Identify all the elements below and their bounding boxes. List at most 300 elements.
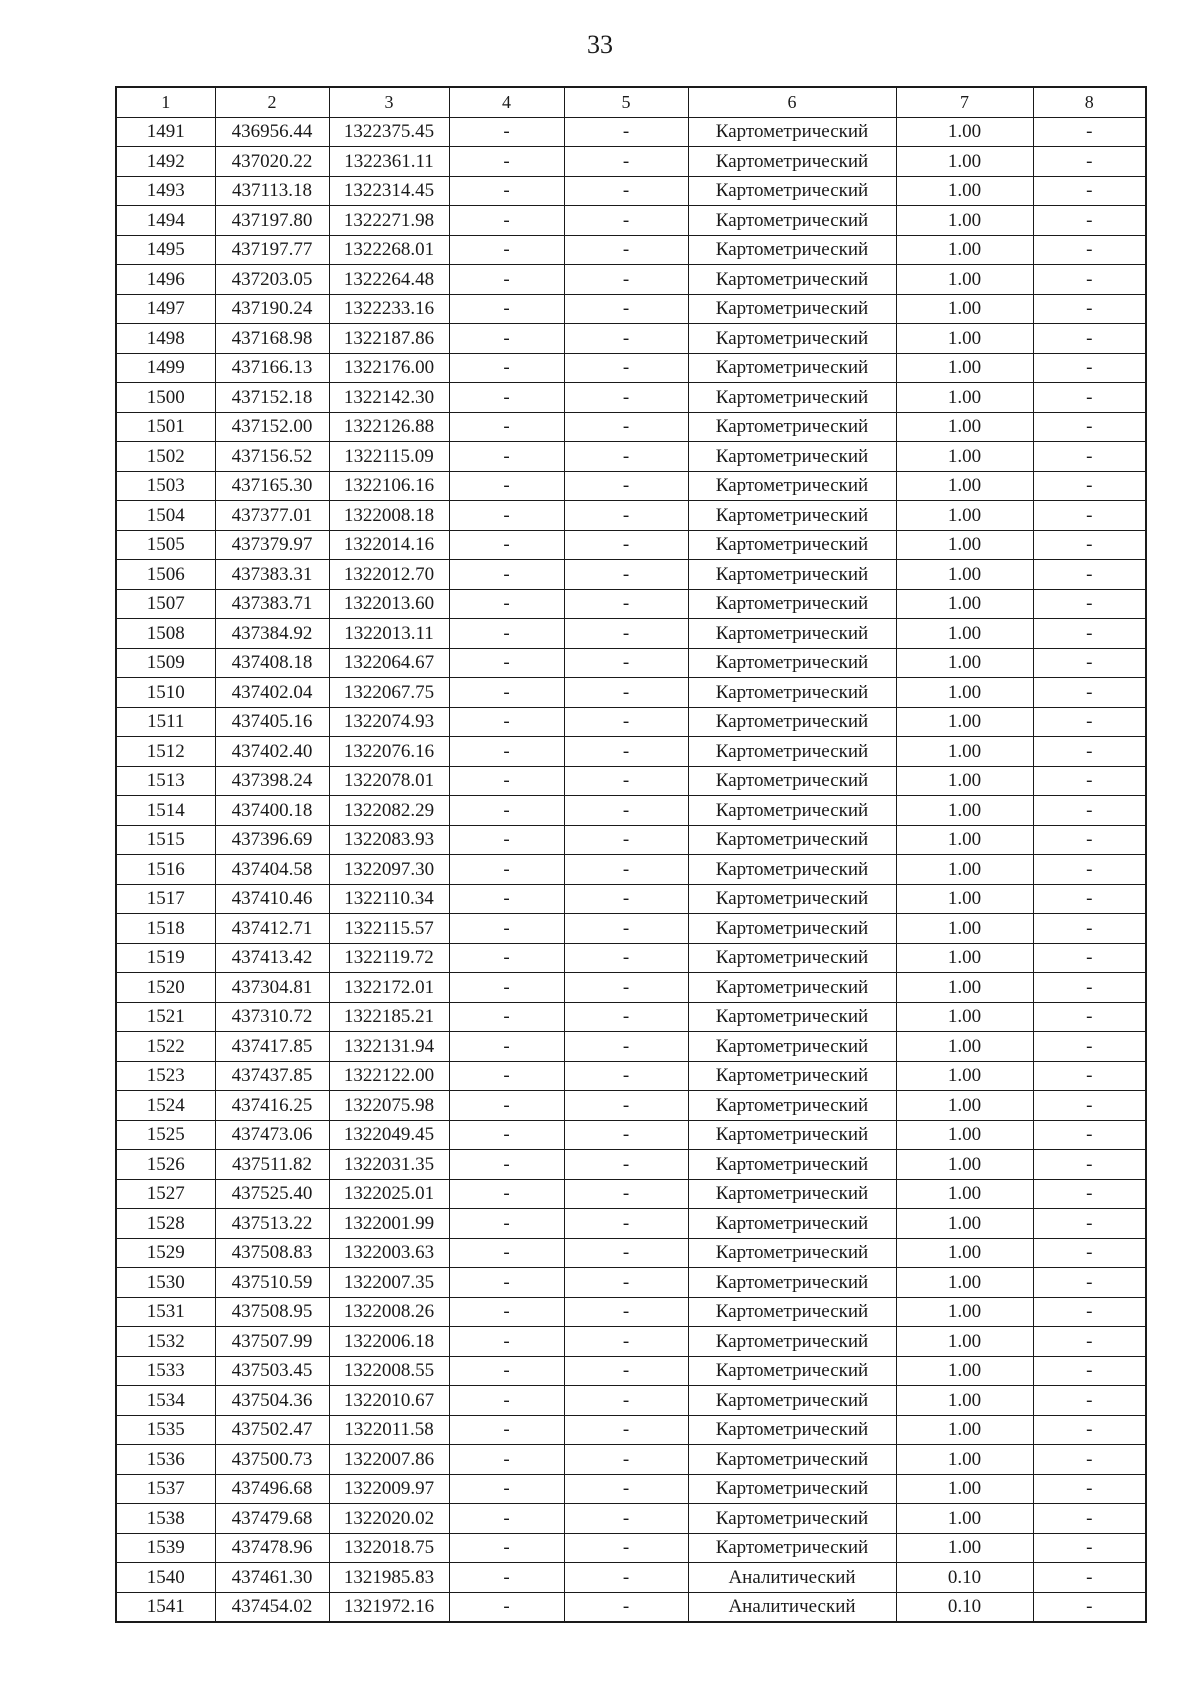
column-5-cell: - [564, 914, 688, 944]
point-number-cell: 1507 [116, 589, 215, 619]
accuracy-cell: 1.00 [896, 1120, 1033, 1150]
y-coordinate-cell: 1322049.45 [329, 1120, 449, 1150]
column-8-cell: - [1033, 1356, 1146, 1386]
y-coordinate-cell: 1321972.16 [329, 1592, 449, 1622]
point-number-cell: 1511 [116, 707, 215, 737]
x-coordinate-cell: 437473.06 [215, 1120, 329, 1150]
column-5-cell: - [564, 530, 688, 560]
column-4-cell: - [449, 1563, 564, 1593]
point-number-cell: 1526 [116, 1150, 215, 1180]
column-8-cell: - [1033, 1415, 1146, 1445]
table-row [116, 1061, 1146, 1091]
point-number-cell: 1528 [116, 1209, 215, 1239]
x-coordinate-cell: 437454.02 [215, 1592, 329, 1622]
y-coordinate-cell: 1322006.18 [329, 1327, 449, 1357]
table-row [116, 265, 1146, 295]
column-5-cell: - [564, 1061, 688, 1091]
point-number-cell: 1514 [116, 796, 215, 826]
point-number-cell: 1502 [116, 442, 215, 472]
column-8-cell: - [1033, 1002, 1146, 1032]
table-row [116, 1563, 1146, 1593]
column-header: 2 [215, 87, 329, 117]
x-coordinate-cell: 437513.22 [215, 1209, 329, 1239]
method-cell: Картометрический [688, 206, 896, 236]
point-number-cell: 1494 [116, 206, 215, 236]
column-4-cell: - [449, 235, 564, 265]
x-coordinate-cell: 437203.05 [215, 265, 329, 295]
x-coordinate-cell: 437478.96 [215, 1533, 329, 1563]
method-cell: Картометрический [688, 1356, 896, 1386]
x-coordinate-cell: 437508.83 [215, 1238, 329, 1268]
column-5-cell: - [564, 501, 688, 531]
y-coordinate-cell: 1322001.99 [329, 1209, 449, 1239]
column-5-cell: - [564, 796, 688, 826]
y-coordinate-cell: 1322020.02 [329, 1504, 449, 1534]
y-coordinate-cell: 1322010.67 [329, 1386, 449, 1416]
point-number-cell: 1532 [116, 1327, 215, 1357]
column-8-cell: - [1033, 737, 1146, 767]
column-8-cell: - [1033, 914, 1146, 944]
x-coordinate-cell: 437156.52 [215, 442, 329, 472]
y-coordinate-cell: 1322008.18 [329, 501, 449, 531]
column-4-cell: - [449, 1120, 564, 1150]
column-8-cell: - [1033, 147, 1146, 177]
y-coordinate-cell: 1322268.01 [329, 235, 449, 265]
column-5-cell: - [564, 766, 688, 796]
method-cell: Картометрический [688, 973, 896, 1003]
method-cell: Картометрический [688, 619, 896, 649]
x-coordinate-cell: 437511.82 [215, 1150, 329, 1180]
accuracy-cell: 1.00 [896, 737, 1033, 767]
column-4-cell: - [449, 1002, 564, 1032]
column-5-cell: - [564, 1356, 688, 1386]
y-coordinate-cell: 1322064.67 [329, 648, 449, 678]
x-coordinate-cell: 437408.18 [215, 648, 329, 678]
column-5-cell: - [564, 737, 688, 767]
column-5-cell: - [564, 442, 688, 472]
x-coordinate-cell: 437417.85 [215, 1032, 329, 1062]
table-row [116, 117, 1146, 147]
x-coordinate-cell: 437400.18 [215, 796, 329, 826]
table-row [116, 1268, 1146, 1298]
point-number-cell: 1512 [116, 737, 215, 767]
column-8-cell: - [1033, 560, 1146, 590]
column-8-cell: - [1033, 1445, 1146, 1475]
accuracy-cell: 1.00 [896, 1268, 1033, 1298]
method-cell: Картометрический [688, 1268, 896, 1298]
column-5-cell: - [564, 1002, 688, 1032]
accuracy-cell: 1.00 [896, 117, 1033, 147]
table-row [116, 1415, 1146, 1445]
accuracy-cell: 1.00 [896, 206, 1033, 236]
column-4-cell: - [449, 1592, 564, 1622]
method-cell: Картометрический [688, 1002, 896, 1032]
table-row [116, 796, 1146, 826]
column-8-cell: - [1033, 353, 1146, 383]
column-4-cell: - [449, 1327, 564, 1357]
point-number-cell: 1517 [116, 884, 215, 914]
method-cell: Картометрический [688, 560, 896, 590]
column-4-cell: - [449, 265, 564, 295]
method-cell: Картометрический [688, 117, 896, 147]
table-row [116, 1209, 1146, 1239]
method-cell: Картометрический [688, 589, 896, 619]
column-4-cell: - [449, 973, 564, 1003]
table-row [116, 324, 1146, 354]
column-4-cell: - [449, 1238, 564, 1268]
table-row [116, 206, 1146, 236]
column-5-cell: - [564, 412, 688, 442]
accuracy-cell: 1.00 [896, 442, 1033, 472]
y-coordinate-cell: 1322011.58 [329, 1415, 449, 1445]
point-number-cell: 1536 [116, 1445, 215, 1475]
y-coordinate-cell: 1322018.75 [329, 1533, 449, 1563]
accuracy-cell: 1.00 [896, 1415, 1033, 1445]
accuracy-cell: 1.00 [896, 501, 1033, 531]
table-row [116, 766, 1146, 796]
column-4-cell: - [449, 1209, 564, 1239]
column-8-cell: - [1033, 1504, 1146, 1534]
method-cell: Картометрический [688, 943, 896, 973]
column-8-cell: - [1033, 530, 1146, 560]
y-coordinate-cell: 1322013.60 [329, 589, 449, 619]
point-number-cell: 1518 [116, 914, 215, 944]
point-number-cell: 1492 [116, 147, 215, 177]
column-8-cell: - [1033, 442, 1146, 472]
column-5-cell: - [564, 294, 688, 324]
accuracy-cell: 1.00 [896, 1386, 1033, 1416]
column-5-cell: - [564, 943, 688, 973]
method-cell: Картометрический [688, 530, 896, 560]
accuracy-cell: 1.00 [896, 412, 1033, 442]
accuracy-cell: 1.00 [896, 265, 1033, 295]
y-coordinate-cell: 1322025.01 [329, 1179, 449, 1209]
column-8-cell: - [1033, 1091, 1146, 1121]
table-header-row [116, 87, 1146, 117]
column-4-cell: - [449, 324, 564, 354]
column-4-cell: - [449, 501, 564, 531]
y-coordinate-cell: 1322314.45 [329, 176, 449, 206]
x-coordinate-cell: 437500.73 [215, 1445, 329, 1475]
accuracy-cell: 1.00 [896, 383, 1033, 413]
table-row [116, 678, 1146, 708]
x-coordinate-cell: 437416.25 [215, 1091, 329, 1121]
table-row [116, 1238, 1146, 1268]
accuracy-cell: 1.00 [896, 884, 1033, 914]
point-number-cell: 1525 [116, 1120, 215, 1150]
method-cell: Картометрический [688, 855, 896, 885]
accuracy-cell: 1.00 [896, 796, 1033, 826]
point-number-cell: 1516 [116, 855, 215, 885]
method-cell: Картометрический [688, 1297, 896, 1327]
point-number-cell: 1523 [116, 1061, 215, 1091]
point-number-cell: 1515 [116, 825, 215, 855]
method-cell: Картометрический [688, 324, 896, 354]
method-cell: Картометрический [688, 1091, 896, 1121]
x-coordinate-cell: 437412.71 [215, 914, 329, 944]
column-8-cell: - [1033, 884, 1146, 914]
point-number-cell: 1539 [116, 1533, 215, 1563]
coordinates-table [115, 86, 1147, 1623]
point-number-cell: 1505 [116, 530, 215, 560]
column-8-cell: - [1033, 1238, 1146, 1268]
accuracy-cell: 1.00 [896, 589, 1033, 619]
column-8-cell: - [1033, 383, 1146, 413]
point-number-cell: 1519 [116, 943, 215, 973]
y-coordinate-cell: 1322106.16 [329, 471, 449, 501]
column-5-cell: - [564, 471, 688, 501]
column-4-cell: - [449, 412, 564, 442]
column-5-cell: - [564, 383, 688, 413]
column-header: 4 [449, 87, 564, 117]
accuracy-cell: 1.00 [896, 235, 1033, 265]
column-5-cell: - [564, 1504, 688, 1534]
column-8-cell: - [1033, 1150, 1146, 1180]
column-5-cell: - [564, 353, 688, 383]
column-4-cell: - [449, 1150, 564, 1180]
method-cell: Картометрический [688, 766, 896, 796]
point-number-cell: 1506 [116, 560, 215, 590]
column-8-cell: - [1033, 1209, 1146, 1239]
accuracy-cell: 1.00 [896, 855, 1033, 885]
column-8-cell: - [1033, 235, 1146, 265]
accuracy-cell: 1.00 [896, 1032, 1033, 1062]
y-coordinate-cell: 1322264.48 [329, 265, 449, 295]
accuracy-cell: 1.00 [896, 1209, 1033, 1239]
table-row [116, 1356, 1146, 1386]
table-row [116, 412, 1146, 442]
x-coordinate-cell: 437508.95 [215, 1297, 329, 1327]
method-cell: Картометрический [688, 147, 896, 177]
column-4-cell: - [449, 1474, 564, 1504]
method-cell: Картометрический [688, 1504, 896, 1534]
accuracy-cell: 1.00 [896, 1150, 1033, 1180]
x-coordinate-cell: 437383.31 [215, 560, 329, 590]
column-5-cell: - [564, 1327, 688, 1357]
column-8-cell: - [1033, 1268, 1146, 1298]
accuracy-cell: 1.00 [896, 973, 1033, 1003]
column-4-cell: - [449, 1179, 564, 1209]
y-coordinate-cell: 1322271.98 [329, 206, 449, 236]
point-number-cell: 1509 [116, 648, 215, 678]
method-cell: Картометрический [688, 383, 896, 413]
column-8-cell: - [1033, 265, 1146, 295]
table-row [116, 1504, 1146, 1534]
table-row [116, 1150, 1146, 1180]
x-coordinate-cell: 437507.99 [215, 1327, 329, 1357]
table-row [116, 1533, 1146, 1563]
column-8-cell: - [1033, 973, 1146, 1003]
point-number-cell: 1538 [116, 1504, 215, 1534]
x-coordinate-cell: 437402.40 [215, 737, 329, 767]
column-4-cell: - [449, 206, 564, 236]
column-5-cell: - [564, 235, 688, 265]
column-5-cell: - [564, 648, 688, 678]
y-coordinate-cell: 1322078.01 [329, 766, 449, 796]
column-header: 8 [1033, 87, 1146, 117]
method-cell: Картометрический [688, 914, 896, 944]
column-4-cell: - [449, 383, 564, 413]
method-cell: Картометрический [688, 471, 896, 501]
x-coordinate-cell: 437165.30 [215, 471, 329, 501]
column-5-cell: - [564, 1179, 688, 1209]
x-coordinate-cell: 437405.16 [215, 707, 329, 737]
point-number-cell: 1491 [116, 117, 215, 147]
accuracy-cell: 1.00 [896, 1533, 1033, 1563]
accuracy-cell: 1.00 [896, 147, 1033, 177]
y-coordinate-cell: 1322007.35 [329, 1268, 449, 1298]
method-cell: Картометрический [688, 1209, 896, 1239]
y-coordinate-cell: 1322115.09 [329, 442, 449, 472]
y-coordinate-cell: 1321985.83 [329, 1563, 449, 1593]
column-4-cell: - [449, 737, 564, 767]
y-coordinate-cell: 1322008.26 [329, 1297, 449, 1327]
table-row [116, 294, 1146, 324]
column-header: 6 [688, 87, 896, 117]
accuracy-cell: 1.00 [896, 353, 1033, 383]
table-row [116, 855, 1146, 885]
y-coordinate-cell: 1322074.93 [329, 707, 449, 737]
column-8-cell: - [1033, 1179, 1146, 1209]
column-8-cell: - [1033, 117, 1146, 147]
column-5-cell: - [564, 855, 688, 885]
accuracy-cell: 1.00 [896, 530, 1033, 560]
table-row [116, 1297, 1146, 1327]
method-cell: Картометрический [688, 1445, 896, 1475]
y-coordinate-cell: 1322115.57 [329, 914, 449, 944]
table-row [116, 619, 1146, 649]
column-4-cell: - [449, 1445, 564, 1475]
x-coordinate-cell: 437502.47 [215, 1415, 329, 1445]
method-cell: Картометрический [688, 1415, 896, 1445]
column-8-cell: - [1033, 943, 1146, 973]
column-8-cell: - [1033, 1592, 1146, 1622]
y-coordinate-cell: 1322075.98 [329, 1091, 449, 1121]
point-number-cell: 1531 [116, 1297, 215, 1327]
column-5-cell: - [564, 1563, 688, 1593]
column-5-cell: - [564, 117, 688, 147]
y-coordinate-cell: 1322097.30 [329, 855, 449, 885]
y-coordinate-cell: 1322119.72 [329, 943, 449, 973]
column-5-cell: - [564, 1592, 688, 1622]
accuracy-cell: 0.10 [896, 1592, 1033, 1622]
x-coordinate-cell: 437310.72 [215, 1002, 329, 1032]
accuracy-cell: 1.00 [896, 1179, 1033, 1209]
accuracy-cell: 1.00 [896, 619, 1033, 649]
column-4-cell: - [449, 707, 564, 737]
point-number-cell: 1495 [116, 235, 215, 265]
column-8-cell: - [1033, 589, 1146, 619]
accuracy-cell: 1.00 [896, 766, 1033, 796]
column-5-cell: - [564, 1533, 688, 1563]
accuracy-cell: 1.00 [896, 825, 1033, 855]
method-cell: Картометрический [688, 1179, 896, 1209]
column-4-cell: - [449, 1297, 564, 1327]
column-4-cell: - [449, 943, 564, 973]
accuracy-cell: 1.00 [896, 1002, 1033, 1032]
x-coordinate-cell: 437166.13 [215, 353, 329, 383]
column-4-cell: - [449, 117, 564, 147]
accuracy-cell: 1.00 [896, 294, 1033, 324]
point-number-cell: 1533 [116, 1356, 215, 1386]
column-5-cell: - [564, 1386, 688, 1416]
table-row [116, 707, 1146, 737]
column-4-cell: - [449, 1386, 564, 1416]
y-coordinate-cell: 1322142.30 [329, 383, 449, 413]
table-row [116, 235, 1146, 265]
x-coordinate-cell: 437190.24 [215, 294, 329, 324]
x-coordinate-cell: 437152.00 [215, 412, 329, 442]
column-4-cell: - [449, 1415, 564, 1445]
table-row [116, 1032, 1146, 1062]
method-cell: Картометрический [688, 1150, 896, 1180]
point-number-cell: 1500 [116, 383, 215, 413]
table-row [116, 648, 1146, 678]
table-row [116, 1474, 1146, 1504]
x-coordinate-cell: 437404.58 [215, 855, 329, 885]
x-coordinate-cell: 437525.40 [215, 1179, 329, 1209]
column-4-cell: - [449, 560, 564, 590]
column-8-cell: - [1033, 678, 1146, 708]
point-number-cell: 1508 [116, 619, 215, 649]
x-coordinate-cell: 437383.71 [215, 589, 329, 619]
column-4-cell: - [449, 530, 564, 560]
method-cell: Картометрический [688, 1061, 896, 1091]
accuracy-cell: 1.00 [896, 560, 1033, 590]
y-coordinate-cell: 1322031.35 [329, 1150, 449, 1180]
accuracy-cell: 1.00 [896, 1356, 1033, 1386]
table-row [116, 1445, 1146, 1475]
method-cell: Картометрический [688, 1533, 896, 1563]
method-cell: Картометрический [688, 442, 896, 472]
column-5-cell: - [564, 707, 688, 737]
column-8-cell: - [1033, 1474, 1146, 1504]
column-8-cell: - [1033, 412, 1146, 442]
column-4-cell: - [449, 147, 564, 177]
method-cell: Аналитический [688, 1592, 896, 1622]
y-coordinate-cell: 1322110.34 [329, 884, 449, 914]
x-coordinate-cell: 437152.18 [215, 383, 329, 413]
table-row [116, 884, 1146, 914]
method-cell: Картометрический [688, 265, 896, 295]
method-cell: Картометрический [688, 1386, 896, 1416]
column-5-cell: - [564, 884, 688, 914]
y-coordinate-cell: 1322126.88 [329, 412, 449, 442]
table-row [116, 501, 1146, 531]
column-8-cell: - [1033, 294, 1146, 324]
x-coordinate-cell: 437113.18 [215, 176, 329, 206]
column-8-cell: - [1033, 1563, 1146, 1593]
x-coordinate-cell: 437168.98 [215, 324, 329, 354]
column-5-cell: - [564, 1032, 688, 1062]
column-8-cell: - [1033, 648, 1146, 678]
point-number-cell: 1522 [116, 1032, 215, 1062]
column-8-cell: - [1033, 1533, 1146, 1563]
method-cell: Картометрический [688, 235, 896, 265]
method-cell: Картометрический [688, 1474, 896, 1504]
y-coordinate-cell: 1322067.75 [329, 678, 449, 708]
column-8-cell: - [1033, 206, 1146, 236]
x-coordinate-cell: 437461.30 [215, 1563, 329, 1593]
accuracy-cell: 1.00 [896, 1445, 1033, 1475]
column-5-cell: - [564, 1297, 688, 1327]
x-coordinate-cell: 437413.42 [215, 943, 329, 973]
x-coordinate-cell: 437197.80 [215, 206, 329, 236]
point-number-cell: 1501 [116, 412, 215, 442]
column-4-cell: - [449, 294, 564, 324]
table-row [116, 737, 1146, 767]
y-coordinate-cell: 1322185.21 [329, 1002, 449, 1032]
